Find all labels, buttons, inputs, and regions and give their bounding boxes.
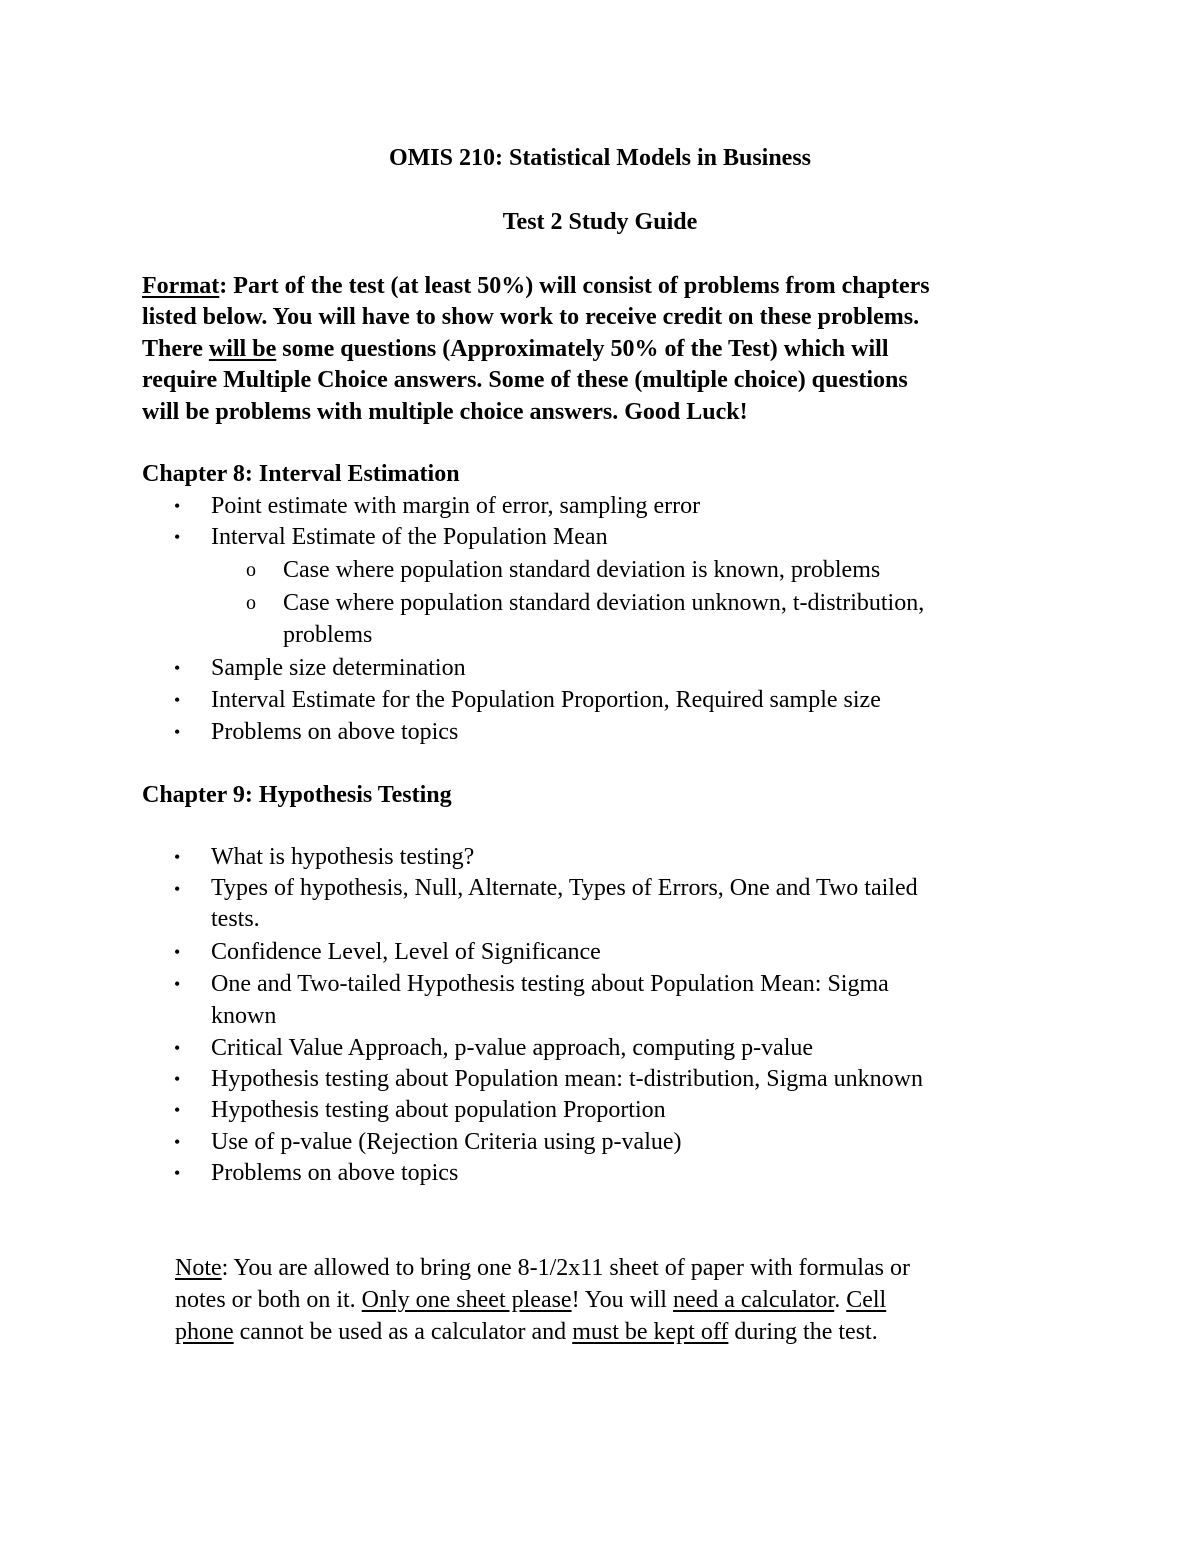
bullet-icon: • bbox=[174, 527, 181, 547]
bullet-icon: • bbox=[174, 974, 181, 994]
note-label: Note bbox=[175, 1255, 222, 1281]
list-item: One and Two-tailed Hypothesis testing about Population Mean: Sigma known bbox=[211, 971, 889, 1029]
list-item: Hypothesis testing about Population mean: t-distribution, Sigma unknown bbox=[211, 1066, 923, 1092]
sub-bullet-icon: o bbox=[246, 559, 256, 581]
sub-bullet-icon: o bbox=[246, 592, 256, 614]
sub-list-item: Case where population standard deviation unknown, t-distribution, problems bbox=[283, 590, 925, 648]
list-item: Types of hypothesis, Null, Alternate, Types of Errors, One and Two tailed tests. bbox=[211, 875, 918, 932]
bullet-icon: • bbox=[174, 1163, 181, 1183]
chapter-8-heading: Chapter 8: Interval Estimation bbox=[142, 461, 460, 487]
format-label: Format bbox=[142, 273, 220, 299]
list-item: Problems on above topics bbox=[211, 1160, 459, 1186]
list-item: Interval Estimate of the Population Mean bbox=[211, 524, 608, 550]
bullet-icon: • bbox=[174, 658, 181, 678]
list-item: Critical Value Approach, p-value approach, computing p-value bbox=[211, 1035, 814, 1061]
bullet-icon: • bbox=[174, 847, 181, 867]
bullet-icon: • bbox=[174, 1038, 181, 1058]
bullet-icon: • bbox=[174, 496, 181, 516]
sub-list-item: Case where population standard deviation is known, problems bbox=[283, 557, 881, 583]
list-item: Sample size determination bbox=[211, 655, 466, 681]
list-item: What is hypothesis testing? bbox=[211, 844, 475, 870]
bullet-icon: • bbox=[174, 722, 181, 742]
bullet-icon: • bbox=[174, 1132, 181, 1152]
list-item: Confidence Level, Level of Significance bbox=[211, 939, 601, 965]
bullet-icon: • bbox=[174, 1100, 181, 1120]
bullet-icon: • bbox=[174, 1069, 181, 1089]
bullet-icon: • bbox=[174, 690, 181, 710]
list-item: Point estimate with margin of error, sampling error bbox=[211, 493, 701, 519]
list-item: Use of p-value (Rejection Criteria using p-value) bbox=[211, 1129, 682, 1155]
list-item: Hypothesis testing about population Proportion bbox=[211, 1097, 666, 1123]
document-subtitle: Test 2 Study Guide bbox=[502, 209, 698, 235]
bullet-icon: • bbox=[174, 942, 181, 962]
bullet-icon: • bbox=[174, 879, 181, 899]
list-item: Problems on above topics bbox=[211, 719, 459, 745]
chapter-9-heading: Chapter 9: Hypothesis Testing bbox=[142, 782, 452, 808]
document-title: OMIS 210: Statistical Models in Business bbox=[388, 145, 812, 171]
list-item: Interval Estimate for the Population Proportion, Required sample size bbox=[211, 687, 881, 713]
